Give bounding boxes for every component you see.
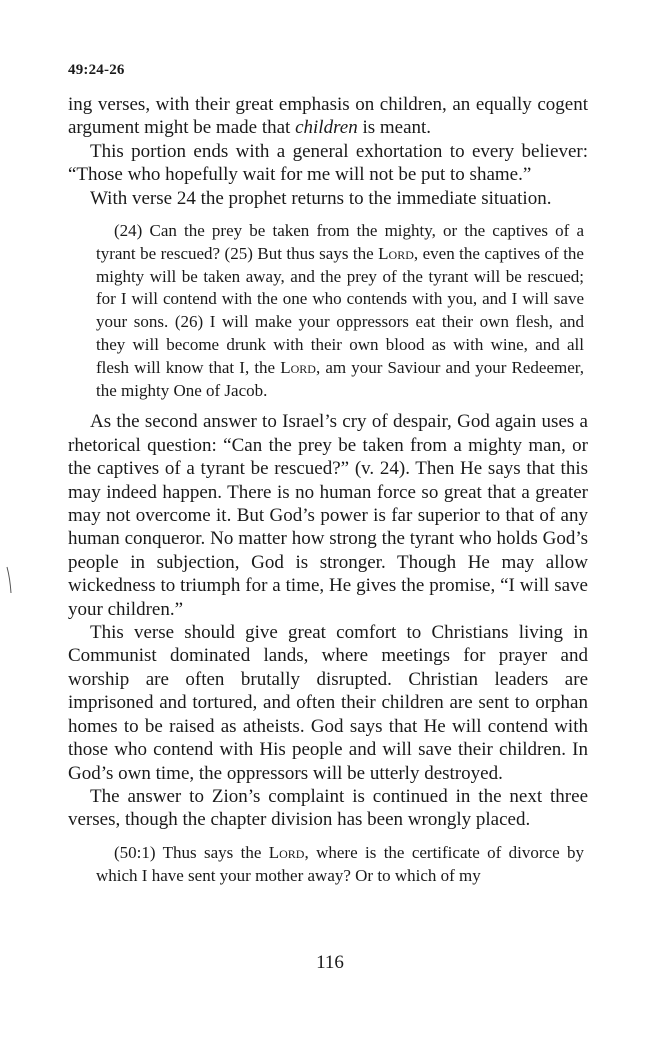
paragraph-text: is meant. — [357, 117, 432, 139]
paragraph-text: ing verses, with their great emphasis on children, an equally cogent argument might be made that — [68, 94, 588, 139]
paragraph-zion-complaint: The answer to Zion’s complaint is continued in the next three verses, though the chapter division has been wrongly placed. — [68, 785, 588, 831]
paragraph-exhortation: This portion ends with a general exhortation to every believer: “Those who hopefully wait for me will not be put to shame.” — [68, 140, 588, 186]
quote-text: (24) Can the prey be taken from the mighty, or the captives of a tyrant be rescued? (25) But thus says the — [96, 221, 584, 263]
scripture-quote-50-1 — [68, 842, 588, 888]
scripture-quote-49-24-26 — [68, 220, 588, 402]
emphasis-text: children — [295, 117, 358, 139]
paragraph-comfort: This verse should give great comfort to Christians living in Communist dominated lands, where meetings for prayer and worship are often brutally disrupted. Christian leaders are imprisoned and tortured, and often their children are sent to orphan homes to be raised as atheists. God says that He will contend with those who contend with His people and will save their children. In God’s own time, the oppressors will be utterly destroyed. — [68, 622, 588, 784]
lord-small-caps: Lord — [378, 243, 414, 263]
quote-text: , where is the certificate of divorce by which I have sent your mother away? Or to which of my — [96, 842, 584, 885]
quote-text: , even the captives of the mighty will be taken away, and the prey of the tyrant will be rescued; for I will contend with the one who contends with you, and I will save your sons. (26) I will make your oppressors eat their own flesh, and they will become drunk with their own blood as with wine, and all flesh will know that I, the — [96, 243, 584, 377]
page-number: 116 — [316, 952, 344, 973]
lord-small-caps: Lord — [268, 842, 305, 862]
quote-text: (50:1) Thus says the — [114, 842, 269, 862]
paragraph-continuation — [68, 93, 588, 140]
page-body — [68, 62, 588, 895]
quote-text: , am your Saviour and your Redeemer, the mighty One of Jacob. — [96, 357, 584, 400]
lord-small-caps: Lord — [280, 357, 316, 377]
running-head: 49:24-26 — [68, 62, 125, 78]
paragraph-transition: With verse 24 the prophet returns to the immediate situation. — [90, 187, 552, 209]
margin-pencil-mark — [6, 566, 12, 594]
paragraph-rhetorical-question: As the second answer to Israel’s cry of despair, God again uses a rhetorical question: “Can the prey be taken from a mighty man, or the captives of a tyrant be rescued?” (v. 24). Then He says that this may indeed happen. There is no human force so great that a greater may not overcome it. But God’s power is far superior to that of any human conqueror. No matter how strong the tyrant who holds God’s people in subjection, God is stronger. Though He may allow wickedness to triumph for a time, He gives the promise, “I will save your children.” — [68, 411, 588, 620]
